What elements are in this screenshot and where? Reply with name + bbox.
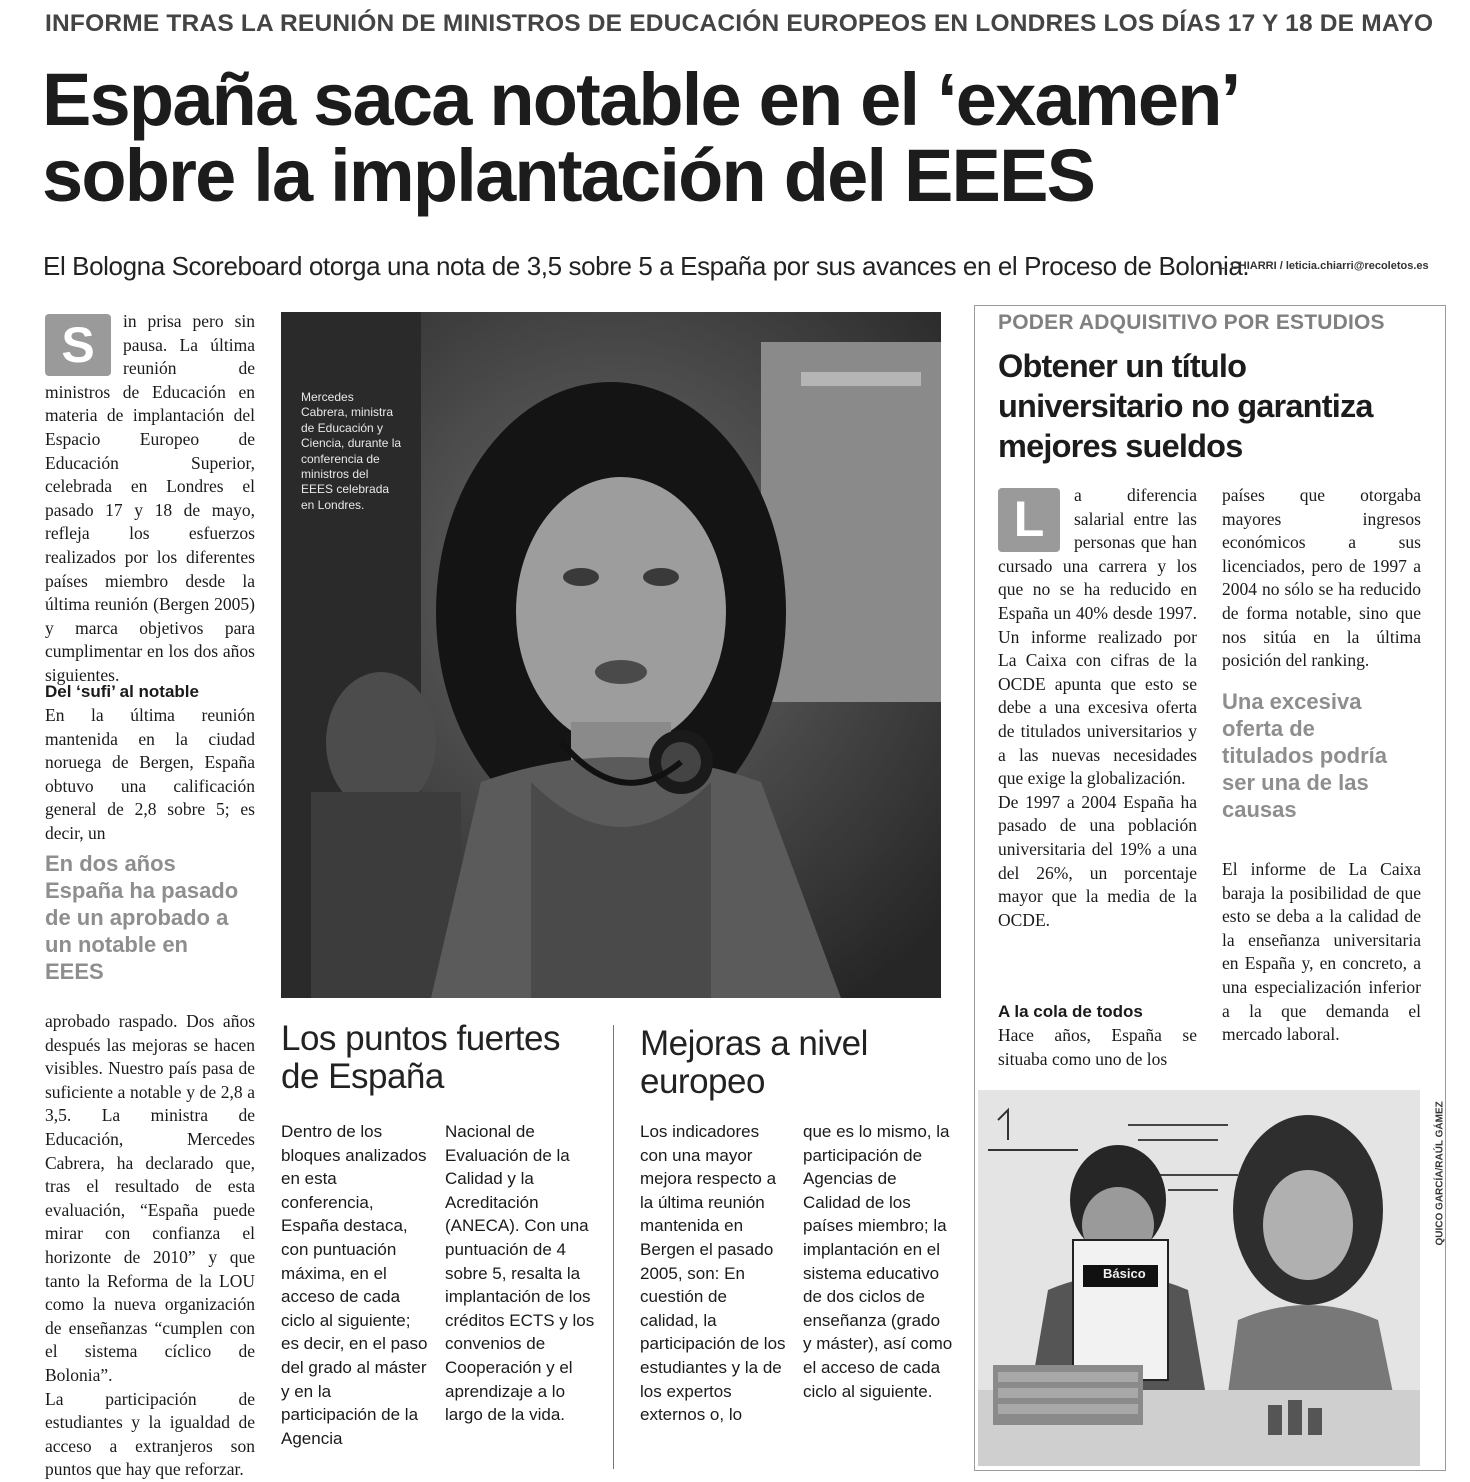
box1-col-1: Dentro de los bloques analizados en esta conferencia, España destaca, con puntuación máxima, en el acceso de cada ciclo al siguiente; es decir, en el paso del grado al máster y en la participación de la Agencia — [281, 1122, 428, 1448]
sidebar-col1-para-3: Hace años, España se situaba como uno de los — [998, 1025, 1197, 1069]
book-label: Básico — [1103, 1266, 1146, 1281]
main-para-3: aprobado raspado. Dos años después las mejoras se hacen visibles. Nuestro país pasa de suficiente a notable y de 2,8 a 3,5. La ministra de Educación, Mercedes Cabrera, ha declarado que, tras el resultado de esta evaluación, “España puede mirar con confianza el horizonte de 2010” y que tanto la Reforma de la LOU como la nueva organización de enseñanzas “cumplen con el sistema cíclico de Bolonia”. — [45, 1011, 255, 1385]
drop-cap-l: L — [998, 488, 1060, 552]
headline-line-1: España saca notable en el ‘examen’ — [42, 58, 1240, 141]
main-photo — [281, 312, 941, 998]
main-para-2: En la última reunión mantenida en la ciudad noruega de Bergen, España obtuvo una calificación general de 2,8 sobre 5; es decir, un — [45, 705, 255, 843]
box1-title: Los puntos fuertes de España — [281, 1019, 560, 1096]
drop-cap-s: S — [45, 314, 111, 376]
sidebar-photo — [978, 1090, 1420, 1466]
byline: L. CHIARRI / leticia.chiarri@recoletos.es — [1218, 260, 1429, 272]
vertical-divider — [613, 1025, 614, 1469]
sidebar-section-2 — [998, 1000, 1197, 1071]
sidebar-title: Obtener un título universitario no garantiza mejores sueldos — [998, 348, 1373, 464]
main-section-3 — [45, 1010, 255, 1482]
box2-title: Mejoras a nivel europeo — [640, 1024, 868, 1101]
main-intro — [45, 310, 255, 688]
main-intro-text: in prisa pero sin pausa. La última reunión de ministros de Educación en materia de implantación del Espacio Europeo de Educación Superior, celebrada en Londres el pasado 17 y 18 de mayo, refleja los esfuerzos realizados por los diferentes países miembro desde la última reunión (Bergen 2005) y marca objetivos para cumplimentar en los dos años siguientes. — [45, 311, 255, 685]
deck: El Bologna Scoreboard otorga una nota de 3,5 sobre 5 a España por sus avances en el Proceso de Bolonia. — [43, 251, 1250, 281]
sidebar-col-2-bottom: El informe de La Caixa baraja la posibilidad de que esto se deba a la calidad de la enseñanza universitaria en España y, en concreto, a una especialización inferior a la que demanda el mercado laboral. — [1222, 859, 1421, 1045]
sidebar-kicker: PODER ADQUISITIVO POR ESTUDIOS — [998, 311, 1385, 334]
main-subhead: Del ‘sufi’ al notable — [45, 682, 199, 701]
main-para-4: La participación de estudiantes y la igualdad de acceso a extranjeros son puntos que hay que reforzar. — [45, 1388, 255, 1480]
sidebar-col1-intro: a diferencia salarial entre las personas que han cursado una carrera y los que no se ha reducido en España un 40% desde 1997. Un informe realizado por La Caixa con cifras de la OCDE apunta que esto se debe a una excesiva oferta de titulados universitarios y a las nuevas necesidades que exige la globalización. — [998, 485, 1197, 789]
sidebar-subhead: A la cola de todos — [998, 1002, 1143, 1021]
main-pullquote: En dos años España ha pasado de un aprobado a un notable en EEES — [45, 851, 239, 984]
headline-line-2: sobre la implantación del EEES — [42, 134, 1095, 217]
box1-col-2: Nacional de Evaluación de la Calidad y la Acreditación (ANECA). Con una puntuación de 4 sobre 5, resalta la implantación de los créditos ECTS y los convenios de Cooperación y el aprendizaje a lo largo de la vida. — [445, 1122, 595, 1425]
box2-col-2: que es lo mismo, la participación de Agencias de Calidad de los países miembro; la implantación en el sistema educativo de dos ciclos de enseñanza (grado y máster), así como el acceso de cada ciclo al siguiente. — [803, 1122, 953, 1401]
main-section-2 — [45, 680, 255, 846]
main-photo-caption: Mercedes Cabrera, ministra de Educación y Ciencia, durante la conferencia de ministros del EEES celebrada en Londres. — [301, 390, 402, 512]
sidebar-photo-credit: QUICO GARCÍA/RAÚL GÁMEZ — [1434, 1101, 1446, 1246]
sidebar-col-2-top: países que otorgaba mayores ingresos económicos a sus licenciados, pero de 1997 a 2004 no sólo se ha reducido de forma notable, sino que nos sitúa en la última posición del ranking. — [1222, 485, 1421, 671]
kicker: INFORME TRAS LA REUNIÓN DE MINISTROS DE EDUCACIÓN EUROPEOS EN LONDRES LOS DÍAS 17 Y 18 DE MAYO — [45, 10, 1434, 37]
sidebar-col1-para-2: De 1997 a 2004 España ha pasado de una población universitaria del 19% a una del 26%, un porcentaje mayor que la media de la OCDE. — [998, 791, 1197, 930]
sidebar-col-1 — [998, 484, 1197, 932]
headline — [42, 58, 1442, 217]
sidebar-photo-illustration — [978, 1090, 1420, 1466]
sidebar-pullquote: Una excesiva oferta de titulados podría ser una de las causas — [1222, 689, 1387, 822]
box2-col-1: Los indicadores con una mayor mejora respecto a la última reunión mantenida en Bergen el pasado 2005, son: En cuestión de calidad, la participación de los estudiantes y la de los expertos externos o, lo — [640, 1122, 786, 1425]
